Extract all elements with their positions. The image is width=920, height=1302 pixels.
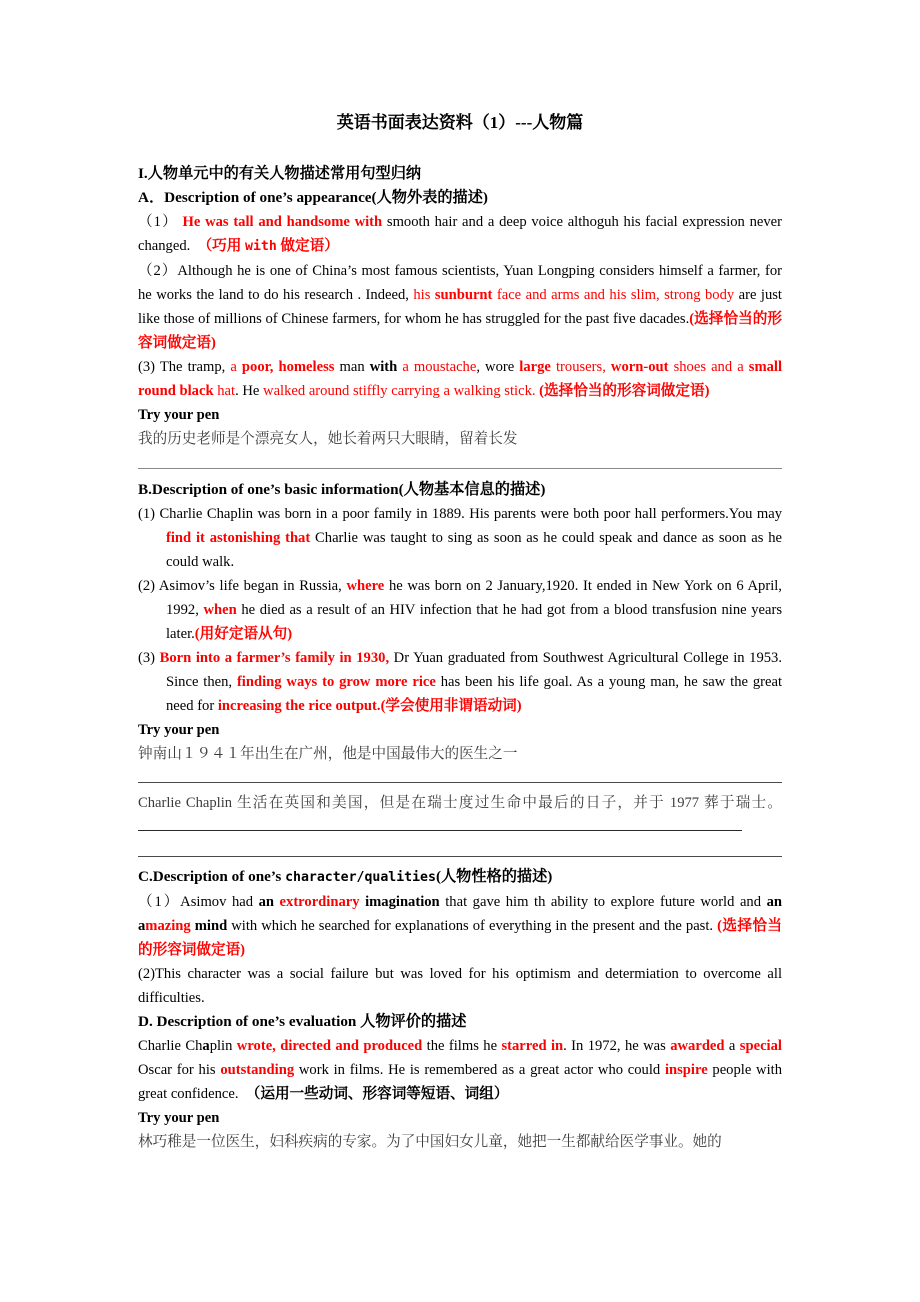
text-run: Dr Yuan graduated from Southwest Agricultural College in 1953. Since then,	[166, 650, 783, 690]
text-run: shoes and a	[673, 359, 749, 375]
document-body	[138, 162, 782, 1154]
text-run: with	[369, 359, 403, 375]
text-run: sunburnt	[434, 287, 497, 303]
answer-blank-line	[138, 816, 742, 831]
item-b2	[138, 574, 782, 646]
text-run: He was tall and handsome with	[182, 214, 387, 230]
text-run: imagination	[365, 894, 446, 910]
text-run: (2)This character was a social failure but was loved for his optimism and determiation to overcome all difficulties.	[138, 966, 782, 1006]
document-title: 英语书面表达资料（1）---人物篇	[336, 113, 584, 132]
text-run: find it astonishing that	[166, 530, 316, 546]
text-run: (2)	[138, 578, 159, 594]
text-run: outstanding	[220, 1062, 299, 1078]
text-run: inspire	[664, 1062, 713, 1078]
section-c-heading	[138, 865, 782, 890]
item-c2	[138, 962, 782, 1010]
text-run: 生活在英国和美国，但是在瑞士度过生命中最后的日子，并于 1977 葬于瑞士。	[236, 795, 782, 811]
text-run: the films he	[426, 1038, 502, 1054]
text-run: a	[230, 359, 242, 375]
text-run: where	[346, 578, 389, 594]
text-run: wrote, directed and produced	[236, 1038, 427, 1054]
answer-b2	[138, 791, 782, 839]
text-run: small round black	[138, 359, 783, 399]
try-your-pen-d	[138, 1106, 782, 1130]
text-run: worn-out	[610, 359, 674, 375]
divider-line	[138, 856, 782, 857]
text-run: (学会使用非谓语动词)	[380, 698, 522, 714]
text-run: a	[728, 1038, 740, 1054]
text-run: . He	[235, 383, 264, 399]
text-run: a	[202, 1038, 210, 1054]
text-run: trousers,	[555, 359, 611, 375]
text-run: I.人物单元中的有关人物描述常用句型归纳	[138, 165, 422, 182]
text-run: (人物性格的描述)	[435, 868, 553, 885]
text-run: Charlie was taught to sing as soon as he could speak and dance as soon as he could walk.	[166, 530, 783, 570]
item-d1	[138, 1034, 782, 1106]
section-a-heading	[138, 186, 782, 210]
answer-d	[138, 1130, 782, 1154]
answer-b1	[138, 742, 782, 766]
item-b3	[138, 646, 782, 718]
text-run: poor, homeless	[241, 359, 340, 375]
divider-line	[138, 782, 782, 783]
text-run: Try your pen	[138, 407, 220, 423]
text-run: smooth hair and a deep voice althoguh his facial expression never changed.	[138, 214, 782, 254]
text-run: Charlie Chaplin	[138, 795, 237, 811]
text-run: starred in	[501, 1038, 564, 1054]
section-i-heading	[138, 162, 782, 186]
text-run: (用好定语从句)	[194, 626, 293, 642]
text-run: people with great confidence.	[138, 1062, 782, 1102]
try-your-pen-a	[138, 403, 782, 427]
text-run: (选择恰当的形容词做定语)	[138, 311, 782, 351]
text-run: a moustache	[402, 359, 477, 375]
text-run: , wore	[476, 359, 520, 375]
text-run: 钟南山１９４１年出生在广州，他是中国最伟大的医生之一	[138, 746, 518, 762]
text-run: （巧用	[204, 238, 246, 254]
text-run: （运用一些动词、形容词等短语、词组）	[253, 1086, 509, 1102]
text-run: man	[339, 359, 370, 375]
text-run: 林巧稚是一位医生，妇科疾病的专家。为了中国妇女儿童，她把一生都献给医学事业。她的	[138, 1134, 722, 1150]
text-run: (选择恰当的形容词做定语)	[539, 383, 710, 399]
text-run: Try your pen	[138, 1110, 220, 1126]
answer-a	[138, 427, 782, 451]
text-run: (选择恰当的形容词做定语)	[138, 918, 782, 958]
text-run: B.Description of one’s basic information(人物基本信息的描述)	[138, 481, 546, 498]
text-run: an	[258, 894, 280, 910]
text-run: an a	[138, 894, 782, 934]
text-run: C.Description of one’s	[138, 868, 286, 885]
divider-line	[138, 468, 782, 469]
text-run: with which he searched for explanations of everything in the present and the past.	[231, 918, 718, 934]
text-run: . In 1972, he was	[563, 1038, 671, 1054]
text-run: mind	[194, 918, 232, 934]
text-run: his	[413, 287, 435, 303]
text-run: Born into a farmer’s family in 1930,	[159, 650, 390, 666]
item-a3	[138, 355, 782, 403]
text-run: Oscar for his	[138, 1062, 221, 1078]
item-a1	[138, 210, 782, 259]
try-your-pen-b	[138, 718, 782, 742]
text-run: face and arms and his slim, strong body	[496, 287, 739, 303]
text-run: （2）Although he is one of China’s most famous scientists, Yuan Longping considers himself a farmer, for he works the land to do his research . Indeed,	[138, 263, 782, 303]
text-run: Try your pen	[138, 722, 220, 738]
text-run: character/qualities	[285, 870, 436, 885]
text-run: (3) The tramp,	[138, 359, 231, 375]
text-run: walked around stiffly carrying a walking stick.	[263, 383, 540, 399]
text-run: increasing the rice output.	[217, 698, 381, 714]
text-run: with	[245, 239, 277, 254]
text-run: Charlie Chaplin was born in a poor family in 1889. His parents were both poor hall performers.You may	[159, 506, 782, 522]
text-run: work in films. He is remembered as a great actor who could	[298, 1062, 665, 1078]
text-run: 我的历史老师是个漂亮女人，她长着两只大眼睛，留着长发	[138, 431, 518, 447]
text-run: （1）Asimov had	[138, 894, 259, 910]
text-run: awarded	[670, 1038, 729, 1054]
text-run: （1）	[138, 214, 183, 230]
text-run: has been his life goal. As a young man, he saw the great need for	[166, 674, 783, 714]
item-b1	[138, 502, 782, 574]
text-run: special	[739, 1038, 782, 1054]
text-run: extrordinary	[279, 894, 366, 910]
text-run: large	[519, 359, 556, 375]
text-run: (1)	[138, 506, 160, 522]
text-run: plin	[209, 1038, 237, 1054]
text-run: he died as a result of an HIV infection that he had got from a blood transfusion nine years later.	[166, 602, 783, 642]
text-run: he was born on 2 January,1920. It ended in New York on 6 April, 1992,	[166, 578, 782, 618]
item-c1	[138, 890, 782, 962]
text-run: finding ways to grow more rice	[236, 674, 441, 690]
text-run: are just like those of millions of Chinese farmers, for whom he has struggled for the past five dacades.	[138, 287, 782, 327]
text-run: Asimov’s life began in Russia,	[158, 578, 347, 594]
text-run: D. Description of one’s evaluation 人物评价的描述	[138, 1013, 467, 1030]
text-run: that gave him th ability to explore future world and	[445, 894, 767, 910]
text-run: mazing	[145, 918, 195, 934]
text-run: A．Description of one’s appearance(人物外表的描述)	[138, 189, 488, 206]
text-run: when	[203, 602, 242, 618]
item-a2	[138, 259, 782, 355]
text-run: (3)	[138, 650, 160, 666]
text-run: 做定语）	[276, 238, 339, 254]
section-d-heading	[138, 1010, 782, 1034]
text-run: Charlie Ch	[138, 1038, 203, 1054]
section-b-heading	[138, 478, 782, 502]
text-run: hat	[217, 383, 236, 399]
